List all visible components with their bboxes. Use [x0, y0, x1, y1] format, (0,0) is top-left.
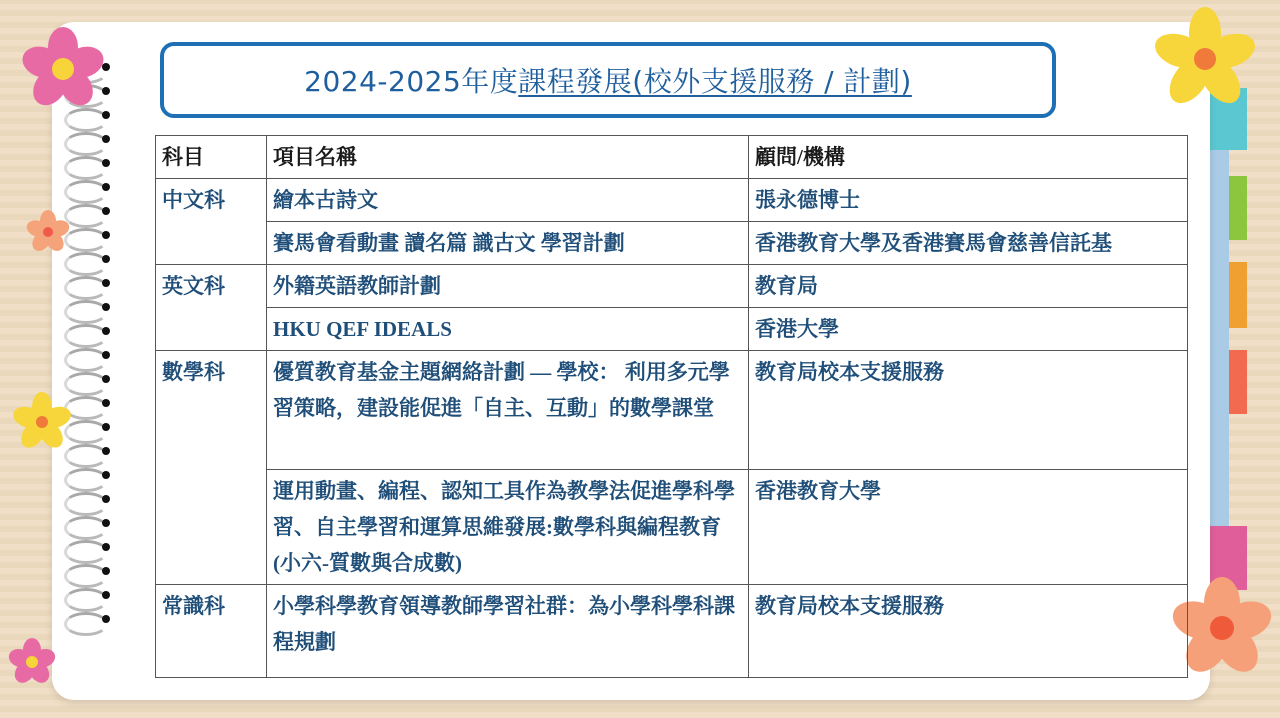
- org-cell: 香港大學: [749, 308, 1188, 351]
- subject-cell: 數學科: [156, 351, 267, 585]
- table-row: [156, 265, 1188, 308]
- title-box: [160, 42, 1056, 118]
- org-cell: 香港教育大學: [749, 470, 1188, 585]
- org-cell: 教育局校本支援服務: [749, 351, 1188, 470]
- project-cell: 繪本古詩文: [267, 179, 749, 222]
- subject-cell: 中文科: [156, 179, 267, 265]
- peach-flower-icon: [24, 208, 72, 256]
- table-row: [156, 351, 1188, 470]
- table-row: [156, 308, 1188, 351]
- org-cell: 教育局: [749, 265, 1188, 308]
- header-org: 顧問/機構: [749, 136, 1188, 179]
- project-cell: 賽馬會看動畫 讀名篇 識古文 學習計劃: [267, 222, 749, 265]
- pink-flower-icon: [18, 24, 108, 114]
- org-cell: 教育局校本支援服務: [749, 585, 1188, 678]
- table-row: [156, 585, 1188, 678]
- project-cell: 小學科學教育領導教師學習社群：為小學科學科課程規劃: [267, 585, 749, 678]
- table-header-row: [156, 136, 1188, 179]
- small-pink-flower-icon: [6, 636, 58, 688]
- project-cell: 運用動畫、編程、認知工具作為教學法促進學科學習、自主學習和運算思維發展:數學科與編程教育(小六-質數與合成數): [267, 470, 749, 585]
- table-row: [156, 470, 1188, 585]
- big-yellow-flower-icon: [1150, 4, 1260, 114]
- table-row: [156, 222, 1188, 265]
- title-prefix: 2024-2025年度: [304, 65, 519, 98]
- yellow-flower-icon: [10, 390, 74, 454]
- project-cell: 優質教育基金主題網絡計劃 — 學校： 利用多元學習策略，建設能促進「自主、互動」的數學課堂: [267, 351, 749, 470]
- org-cell: 張永德博士: [749, 179, 1188, 222]
- spiral-binding: [60, 58, 120, 638]
- subject-cell: 英文科: [156, 265, 267, 351]
- subject-cell: 常識科: [156, 585, 267, 678]
- header-project: 項目名稱: [267, 136, 749, 179]
- project-cell: 外籍英語教師計劃: [267, 265, 749, 308]
- table-row: [156, 179, 1188, 222]
- project-cell: HKU QEF IDEALS: [267, 308, 749, 351]
- org-cell: 香港教育大學及香港賽馬會慈善信託基: [749, 222, 1188, 265]
- page-title: [304, 60, 912, 100]
- tab-lightblue: [1207, 150, 1229, 526]
- header-subject: 科目: [156, 136, 267, 179]
- projects-table: [155, 135, 1188, 678]
- title-underlined: 課程發展(校外支援服務 / 計劃): [518, 65, 912, 98]
